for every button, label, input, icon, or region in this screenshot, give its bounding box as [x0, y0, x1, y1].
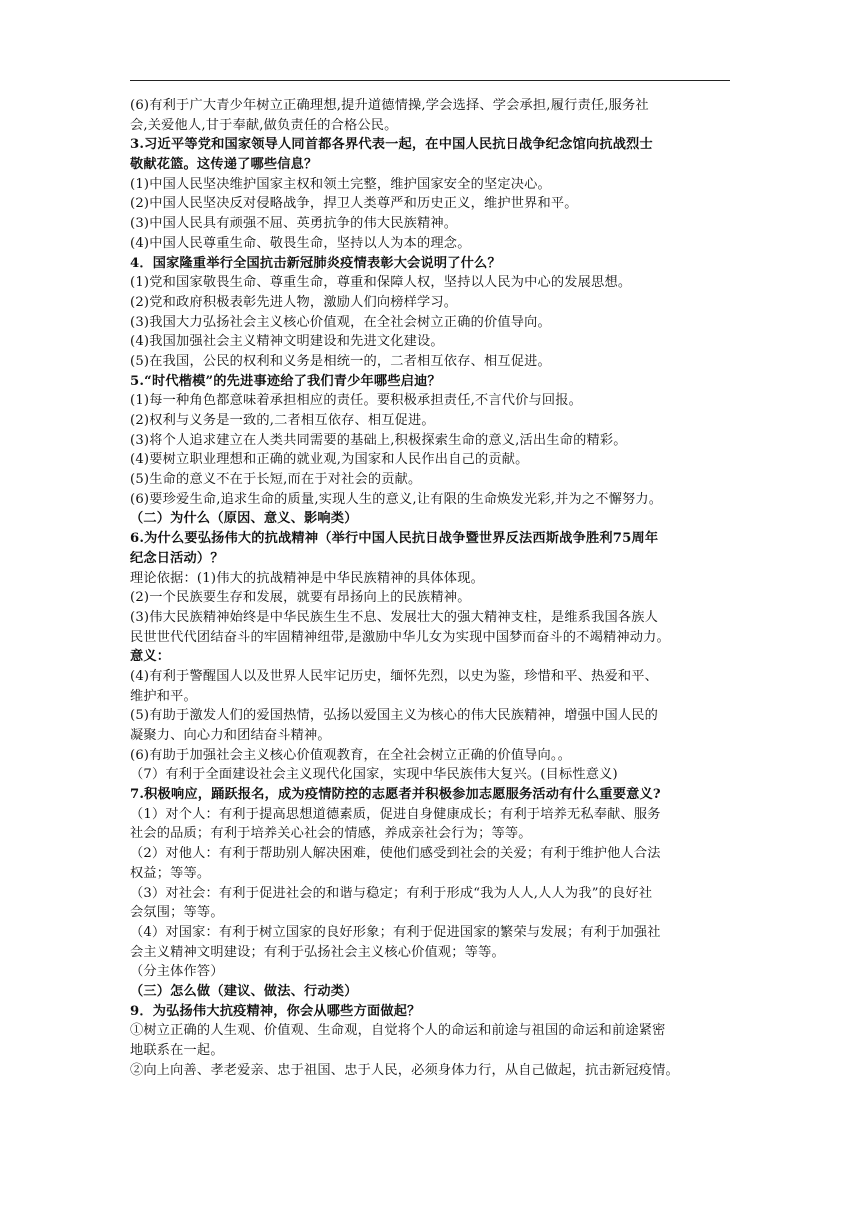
text-line: (4)我国加强社会主义精神文明建设和先进文化建设。	[130, 334, 444, 350]
text-line: (1)中国人民坚决维护国家主权和领土完整，维护国家安全的坚定决心。	[130, 176, 551, 192]
text-line: (4)要树立职业理想和正确的就业观,为国家和人民作出自己的贡献。	[130, 452, 529, 468]
text-line: （4）对国家：有利于树立国家的良好形象；有利于促进国家的繁荣与发展；有利于加强社	[130, 924, 661, 940]
text-line: （2）对他人：有利于帮助别人解决困难，使他们感受到社会的关爱；有利于维护他人合法	[130, 846, 661, 862]
section-heading: （二）为什么（原因、意义、影响类）	[130, 511, 358, 527]
text-line: (2)党和政府积极表彰先进人物，激励人们向榜样学习。	[130, 294, 458, 310]
text-line: 会,关爱他人,甘于奉献,做负责任的合格公民。	[130, 117, 398, 133]
text-line: (1)党和国家敬畏生命、尊重生命，尊重和保障人权，坚持以人民为中心的发展思想。	[130, 275, 632, 291]
text-line: (5)有助于激发人们的爱国热情，弘扬以爱国主义为核心的伟大民族精神，增强中国人民的	[130, 708, 659, 724]
text-line: 民世世代代团结奋斗的牢固精神纽带,是激励中华儿女为实现中国梦而奋斗的不竭精神动力。	[130, 629, 670, 645]
question-heading: 7.积极响应，踊跃报名，成为疫情防控的志愿者并积极参加志愿服务活动有什么重要意义?	[130, 787, 661, 803]
text-line: 社会的品质；有利于培养关心社会的情感，养成亲社会行为；等等。	[130, 826, 532, 842]
text-line: (2)中国人民坚决反对侵略战争，捍卫人类尊严和历史正义，维护世界和平。	[130, 196, 578, 212]
section-heading: （三）怎么做（建议、做法、行动类）	[130, 983, 358, 999]
question-heading: 5.“时代楷模”的先进事迹给了我们青少年哪些启迪？	[130, 373, 441, 389]
text-line: (3)将个人追求建立在人类共同需要的基础上,积极探索生命的意义,活出生命的精彩。	[130, 432, 627, 448]
text-line: (6)有利于广大青少年树立正确理想,提升道德情操,学会选择、学会承担,履行责任,服务社	[130, 98, 649, 113]
document-body	[130, 96, 730, 1080]
text-line: （7）有利于全面建设社会主义现代化国家，实现中华民族伟大复兴。(目标性意义)	[130, 767, 618, 783]
text-line: (4)中国人民尊重生命、敬畏生命，坚持以人为本的理念。	[130, 235, 471, 251]
text-line: 权益；等等。	[130, 865, 211, 881]
question-heading: 敬献花篮。这传递了哪些信息？	[130, 157, 318, 173]
text-line: (4)有利于警醒国人以及世界人民牢记历史，缅怀先烈，以史为鉴，珍惜和平、热爱和平、	[130, 668, 659, 684]
text-line: (3)伟大民族精神始终是中华民族生生不息、发展壮大的强大精神支柱，是维系我国各族人	[130, 609, 659, 625]
text-line: (3)中国人民具有顽强不屈、英勇抗争的伟大民族精神。	[130, 216, 458, 232]
question-heading: 6.为什么要弘扬伟大的抗战精神（举行中国人民抗日战争暨世界反法西斯战争胜利75周年	[130, 531, 659, 547]
text-line: (3)我国大力弘扬社会主义核心价值观，在全社会树立正确的价值导向。	[130, 314, 551, 330]
text-line: （3）对社会：有利于促进社会的和谐与稳定；有利于形成“我为人人,人人为我”的良好社	[130, 885, 653, 901]
text-line: (1)每一种角色都意味着承担相应的责任。要积极承担责任,不言代价与回报。	[130, 393, 583, 409]
text-line: 凝聚力、向心力和团结奋斗精神。	[130, 728, 331, 743]
text-line: (5)在我国，公民的权利和义务是相统一的，二者相互依存、相互促进。	[130, 353, 551, 369]
text-line: ②向上向善、孝老爱亲、忠于祖国、忠于人民，必须身体力行，从自己做起，抗击新冠疫情。	[130, 1062, 679, 1078]
text-line: （分主体作答）	[130, 964, 224, 980]
text-line: 会氛围；等等。	[130, 905, 224, 921]
question-heading: 纪念日活动）？	[130, 550, 224, 566]
text-line: 会主义精神文明建设；有利于弘扬社会主义核心价值观；等等。	[130, 944, 505, 960]
text-line: (2)一个民族要生存和发展，就要有昂扬向上的民族精神。	[130, 590, 471, 606]
text-line: (2)权利与义务是一致的,二者相互依存、相互促进。	[130, 413, 435, 428]
text-line: (5)生命的意义不在于长短,而在于对社会的贡献。	[130, 472, 422, 488]
question-heading: 9．为弘扬伟大抗疫精神，你会从哪些方面做起？	[130, 1003, 421, 1019]
subheading: 意义：	[130, 649, 171, 665]
text-line: （1）对个人：有利于提高思想道德素质，促进自身健康成长；有利于培养无私奉献、服务	[130, 806, 661, 822]
text-line: ①树立正确的人生观、价值观、生命观，自觉将个人的命运和前途与祖国的命运和前途紧密	[130, 1023, 666, 1039]
text-line: 地联系在一起。	[130, 1043, 224, 1058]
text-line: (6)要珍爱生命,追求生命的质量,实现人生的意义,让有限的生命焕发光彩,并为之不懈努力。	[130, 491, 663, 507]
header-rule	[130, 80, 730, 81]
text-line: 维护和平。	[130, 688, 197, 704]
question-heading: 3.习近平等党和国家领导人同首都各界代表一起，在中国人民抗日战争纪念馆向抗战烈士	[130, 137, 653, 153]
text-line: 理论依据：(1)伟大的抗战精神是中华民族精神的具体体现。	[130, 570, 484, 586]
text-line: (6)有助于加强社会主义核心价值观教育，在全社会树立正确的价值导向。。	[130, 747, 572, 763]
question-heading: 4．国家隆重举行全国抗击新冠肺炎疫情表彰大会说明了什么？	[130, 255, 501, 271]
